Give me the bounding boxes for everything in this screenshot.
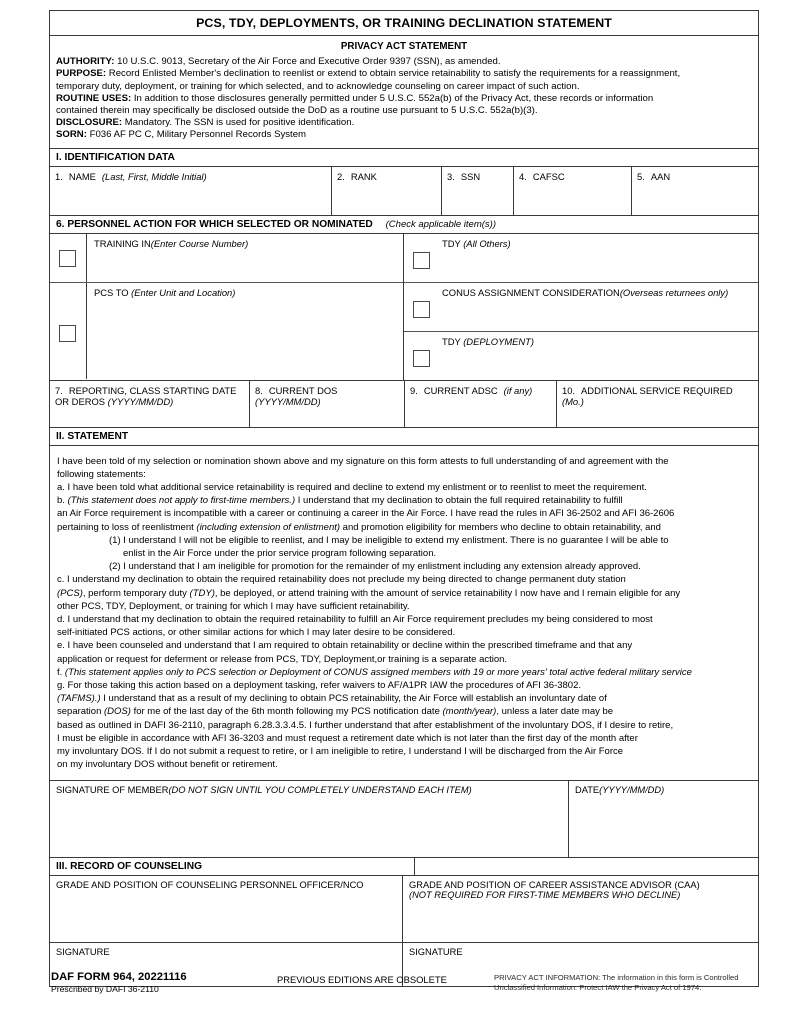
option-training-in-row[interactable] bbox=[50, 234, 403, 283]
section-6-heading bbox=[50, 215, 758, 234]
field-current-adsc[interactable] bbox=[405, 381, 557, 427]
footer-privacy-line-1: PRIVACY ACT INFORMATION: The information in this form is Controlled bbox=[494, 973, 739, 982]
field-label: AAN bbox=[650, 170, 671, 182]
statement-seg: I understand that as a result of my declining to obtain PCS retainability, the Air Force will establish an involuntary date of bbox=[100, 693, 607, 705]
statement-line bbox=[57, 494, 751, 507]
statement-seg-em: (DOS) bbox=[104, 706, 131, 718]
field-label: CURRENT ADSC bbox=[423, 384, 498, 396]
footer-privacy-line-2: Unclassified Information. Protect IAW the Privacy Act of 1974. bbox=[494, 983, 702, 992]
caa-hint: (NOT REQUIRED FOR FIRST-TIME MEMBERS WHO DECLINE) bbox=[409, 889, 681, 900]
signature-date-field[interactable] bbox=[569, 781, 758, 857]
field-label-2: OR DEROS bbox=[55, 396, 108, 408]
statement-seg-em: (This statement does not apply to first-time members.) bbox=[67, 495, 296, 507]
conus-hint: (Overseas returnees only) bbox=[619, 286, 729, 298]
statement-line: self-initiated PCS actions, or other similar actions for which I may later desire to be considered. bbox=[57, 627, 456, 639]
counseling-signature-left-label: SIGNATURE bbox=[56, 946, 110, 957]
statement-seg-em: (PCS) bbox=[57, 587, 83, 599]
field-number: 7. bbox=[55, 384, 63, 396]
pcs-to-checkbox[interactable] bbox=[59, 325, 76, 342]
option-pcs-to-row[interactable] bbox=[50, 283, 403, 379]
privacy-text: F036 AF PC C, Military Personnel Records System bbox=[86, 129, 307, 141]
career-assistance-advisor-field[interactable] bbox=[403, 876, 758, 942]
field-label: NAME bbox=[68, 170, 96, 182]
tdy-deployment-checkbox-cell[interactable] bbox=[404, 332, 440, 380]
counseling-signature-right-label: SIGNATURE bbox=[409, 946, 463, 957]
training-in-checkbox[interactable] bbox=[59, 250, 76, 267]
statement-seg: separation bbox=[57, 706, 105, 718]
field-number: 9. bbox=[410, 384, 418, 396]
field-label: REPORTING, CLASS STARTING DATE bbox=[68, 384, 237, 396]
privacy-label: SORN: bbox=[56, 129, 87, 141]
section-3-heading: III. RECORD OF COUNSELING bbox=[50, 858, 415, 875]
conus-label: CONUS ASSIGNMENT CONSIDERATION bbox=[442, 286, 620, 298]
form-title: PCS, TDY, DEPLOYMENTS, OR TRAINING DECLINATION STATEMENT bbox=[196, 16, 612, 30]
field-ssn[interactable] bbox=[442, 167, 514, 215]
statement-line: (1) I understand I will not be eligible to reenlist, and I may be ineligible to extend my enlistment. There is no guarantee I will be able to bbox=[109, 534, 669, 546]
privacy-label: AUTHORITY: bbox=[56, 56, 115, 68]
field-current-dos[interactable] bbox=[250, 381, 405, 427]
statement-line: g. For those taking this action based on a deployment tasking, refer waivers to AF/A1PR IAW the procedures of AFI 36-3802. bbox=[57, 680, 582, 692]
tdy-all-others-checkbox-cell[interactable] bbox=[404, 234, 440, 282]
field-aan[interactable] bbox=[632, 167, 758, 215]
field-hint: (Last, First, Middle Initial) bbox=[101, 170, 207, 182]
conus-checkbox[interactable] bbox=[413, 301, 430, 318]
footer-form-id: DAF FORM 964, 20221116 bbox=[51, 971, 187, 983]
statement-line: my involuntary DOS. If I do not submit a request to retire, or I am ineligible to retire, I understand I will be discharged from the Air Force bbox=[57, 746, 624, 758]
pcs-to-label-cell bbox=[87, 283, 403, 379]
statement-text bbox=[50, 446, 758, 780]
privacy-line bbox=[56, 81, 752, 93]
field-rank[interactable] bbox=[332, 167, 442, 215]
field-number: 2. bbox=[337, 170, 345, 182]
statement-line: c. I understand my declination to obtain the required retainability does not preclude my being directed to change permanent duty station bbox=[57, 574, 626, 586]
field-number: 1. bbox=[55, 170, 63, 182]
privacy-text: Mandatory. The SSN is used for positive identification. bbox=[122, 117, 355, 129]
footer-prescribed-by: Prescribed by DAFI 36-2110 bbox=[51, 984, 159, 994]
section-6-number: 6. bbox=[56, 218, 65, 230]
counseling-officer-label: GRADE AND POSITION OF COUNSELING PERSONNEL OFFICER/NCO bbox=[56, 879, 364, 890]
section-1-heading: I. IDENTIFICATION DATA bbox=[50, 148, 758, 167]
privacy-line bbox=[56, 117, 752, 129]
section-6-body bbox=[50, 234, 758, 380]
privacy-label: PURPOSE: bbox=[56, 68, 107, 80]
statement-seg-em: (month/year) bbox=[442, 706, 497, 718]
section-3-heading-spacer bbox=[415, 858, 758, 875]
privacy-line bbox=[56, 129, 752, 141]
section-3-heading-row bbox=[50, 857, 758, 876]
section-6-title: PERSONNEL ACTION FOR WHICH SELECTED OR NOMINATED bbox=[67, 218, 373, 230]
statement-line bbox=[57, 666, 751, 679]
field-hint: (YYYY/MM/DD) bbox=[107, 396, 174, 408]
statement-line: e. I have been counseled and understand that I am required to obtain retainability or decline within the prescribed timeframe and that any bbox=[57, 640, 633, 652]
tdy-all-others-hint: (All Others) bbox=[463, 237, 511, 249]
privacy-text: Record Enlisted Member's declination to reenlist or extend to obtain service retainability to satisfy the requirements for a reassignment, bbox=[106, 68, 681, 80]
counseling-grade-row bbox=[50, 876, 758, 942]
field-label: CURRENT DOS bbox=[268, 384, 338, 396]
tdy-deployment-label: TDY bbox=[442, 335, 464, 347]
tdy-all-others-label-cell bbox=[440, 234, 758, 282]
statement-seg-em: (TAFMS).) bbox=[57, 693, 101, 705]
statement-line bbox=[57, 705, 751, 718]
signature-of-member-hint: (DO NOT SIGN UNTIL YOU COMPLETELY UNDERSTAND EACH ITEM) bbox=[168, 784, 472, 795]
statement-seg: and promotion eligibility for members who decline to obtain retainability, and bbox=[340, 521, 661, 533]
training-in-label-cell bbox=[87, 234, 403, 282]
statement-seg-em: (TDY) bbox=[189, 587, 215, 599]
signature-of-member-label: SIGNATURE OF MEMBER bbox=[56, 784, 169, 795]
pcs-to-label: PCS TO bbox=[94, 286, 132, 298]
statement-line: an Air Force requirement is incompatible with a career or continuing a career in the Air Force. I have read the rules in AFI 36-2502 and AFI 36-2606 bbox=[57, 508, 675, 520]
tdy-all-others-label: TDY bbox=[442, 237, 464, 249]
footer-previous-editions: PREVIOUS EDITIONS ARE OBSOLETE bbox=[277, 974, 447, 985]
identification-data-row bbox=[50, 167, 758, 215]
privacy-text: contained therein may specifically be disclosed outside the DoD as a routine use pursuant to 5 U.S.C. 552a(b)(3). bbox=[56, 105, 538, 117]
statement-line: d. I understand that my declination to obtain the required retainability to fulfill an Air Force requirement precludes my being considered to most bbox=[57, 614, 653, 626]
field-label: CAFSC bbox=[532, 170, 565, 182]
statement-line: other PCS, TDY, Deployment, or training for which I may have sufficient retainability. bbox=[57, 600, 410, 612]
statement-line bbox=[57, 692, 751, 705]
field-number: 10. bbox=[562, 384, 576, 396]
field-hint: (if any) bbox=[503, 384, 533, 396]
privacy-line bbox=[56, 68, 752, 80]
privacy-label: ROUTINE USES: bbox=[56, 92, 132, 104]
field-number: 4. bbox=[519, 170, 527, 182]
signature-date-hint: (YYYY/MM/DD) bbox=[599, 784, 665, 795]
privacy-line bbox=[56, 56, 752, 68]
statement-line bbox=[57, 521, 751, 534]
conus-label-cell bbox=[440, 283, 758, 331]
signature-date-label: DATE bbox=[575, 784, 600, 795]
field-label: ADDITIONAL SERVICE REQUIRED bbox=[581, 384, 733, 396]
privacy-text: 10 U.S.C. 9013, Secretary of the Air Force and Executive Order 9397 (SSN), as amended. bbox=[114, 56, 501, 68]
counseling-officer-field[interactable] bbox=[50, 876, 403, 942]
field-label: SSN bbox=[460, 170, 481, 182]
privacy-act-block bbox=[50, 35, 758, 148]
statement-line: I have been told of my selection or nomination shown above and my signature on this form attests to full understanding of and agreement with the bbox=[57, 455, 669, 467]
option-tdy-all-others-row[interactable] bbox=[404, 234, 758, 283]
statement-line: on my involuntary DOS without benefit or retirement. bbox=[57, 759, 278, 771]
statement-line: a. I have been told what additional service retainability is required and decline to extend my enlistment or to reenlist to meet the requirement. bbox=[57, 482, 647, 494]
privacy-act-heading: PRIVACY ACT STATEMENT bbox=[340, 41, 468, 52]
section-6-left bbox=[50, 234, 404, 380]
statement-line: based as outlined in DAFI 36-2110, paragraph 6.28.3.3.4.5. I further understand that after establishment of the involuntary DOS, if I desire to retire, bbox=[57, 719, 674, 731]
field-reporting-date[interactable] bbox=[50, 381, 250, 427]
statement-seg: I understand that my declination to obtain the full required retainability to fulfill bbox=[295, 495, 623, 507]
field-name[interactable] bbox=[50, 167, 332, 215]
field-cafsc[interactable] bbox=[514, 167, 632, 215]
member-signature-row bbox=[50, 780, 758, 857]
option-conus-row[interactable] bbox=[404, 283, 758, 332]
statement-line bbox=[57, 587, 751, 600]
statement-seg: , unless a later date may be bbox=[496, 706, 614, 718]
statement-line: (2) I understand that I am ineligible for promotion for the remainder of my enlistment including any extension already approved. bbox=[109, 561, 641, 573]
dates-row bbox=[50, 380, 758, 427]
statement-line: application or request for deferment or release from PCS, TDY, Deployment,or training is a separate action. bbox=[57, 653, 508, 665]
field-additional-service[interactable] bbox=[557, 381, 758, 427]
statement-seg-em: (including extension of enlistment) bbox=[196, 521, 341, 533]
privacy-label: DISCLOSURE: bbox=[56, 117, 123, 129]
statement-line: following statements: bbox=[57, 468, 146, 480]
form-frame bbox=[49, 10, 759, 987]
pcs-to-checkbox-cell[interactable] bbox=[50, 283, 87, 379]
pcs-to-hint: (Enter Unit and Location) bbox=[131, 286, 236, 298]
statement-line: enlist in the Air Force under the prior service program following separation. bbox=[123, 548, 437, 560]
footer-left bbox=[51, 971, 187, 994]
footer-privacy-notice bbox=[494, 973, 762, 993]
field-number: 8. bbox=[255, 384, 263, 396]
tdy-all-others-checkbox[interactable] bbox=[413, 252, 430, 269]
conus-checkbox-cell[interactable] bbox=[404, 283, 440, 331]
field-hint: (YYYY/MM/DD) bbox=[255, 396, 321, 408]
statement-seg: , be deployed, or attend training with the amount of service retainability I now have and I remain eligible for any bbox=[214, 587, 681, 599]
training-in-checkbox-cell[interactable] bbox=[50, 234, 87, 282]
statement-seg: , perform temporary duty bbox=[82, 587, 190, 599]
option-tdy-deployment-row[interactable] bbox=[404, 332, 758, 380]
form-footer bbox=[49, 971, 761, 1011]
section-6-note: (Check applicable item(s)) bbox=[385, 218, 496, 230]
privacy-line bbox=[56, 93, 752, 105]
privacy-text: In addition to those disclosures generally permitted under 5 U.S.C. 552a(b) of the Privacy Act, these records or information bbox=[131, 92, 654, 104]
privacy-line bbox=[56, 105, 752, 117]
section-6-right bbox=[404, 234, 758, 380]
field-label: RANK bbox=[350, 170, 377, 182]
tdy-deployment-hint: (DEPLOYMENT) bbox=[463, 335, 535, 347]
section-2-heading: II. STATEMENT bbox=[50, 427, 758, 446]
statement-line: I must be eligible in accordance with AFI 36-3203 and must request a retirement date which is not later than the first day of the month after bbox=[57, 732, 638, 744]
statement-seg: for me of the last day of the 6th month following my PCS notification date bbox=[130, 706, 443, 718]
statement-seg: b. bbox=[57, 495, 68, 507]
statement-seg: f. bbox=[57, 666, 65, 678]
tdy-deployment-checkbox[interactable] bbox=[413, 350, 430, 367]
training-in-label: TRAINING IN bbox=[94, 237, 151, 249]
privacy-text: temporary duty, deployment, or training for which selected, and to acknowledge counseling on career impact of such action. bbox=[56, 80, 580, 92]
field-number: 5. bbox=[637, 170, 645, 182]
statement-seg-em: (This statement applies only to PCS selection or Deployment of CONUS assigned members with 19 or more years' total active federal military service bbox=[64, 666, 692, 678]
statement-seg: pertaining to loss of reenlistment bbox=[57, 521, 197, 533]
field-hint: (Mo.) bbox=[562, 396, 584, 408]
caa-label: GRADE AND POSITION OF CAREER ASSISTANCE ADVISOR (CAA) bbox=[409, 879, 700, 890]
signature-of-member-field[interactable] bbox=[50, 781, 569, 857]
training-in-hint: (Enter Course Number) bbox=[150, 237, 249, 249]
field-number: 3. bbox=[447, 170, 455, 182]
tdy-deployment-label-cell bbox=[440, 332, 758, 380]
